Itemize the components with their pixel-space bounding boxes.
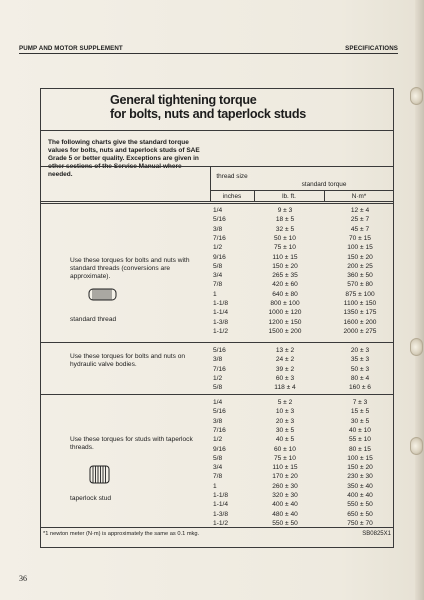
nm-cell: 12 ± 4: [350, 207, 370, 214]
thread-size-cell: 1/2: [213, 374, 223, 382]
nm-cell: 550 ± 50: [347, 501, 373, 509]
lbft-cell: 400 ± 40: [272, 501, 298, 509]
thread-size-cell: 1-1/8: [213, 300, 229, 307]
lbft-cell: 60 ± 10: [274, 445, 296, 453]
nm-cell: 20 ± 3: [350, 347, 370, 354]
lbft-cell: 75 ± 10: [274, 244, 296, 252]
lbft-cell: 320 ± 30: [272, 492, 298, 499]
lbft-cell: 170 ± 20: [272, 473, 298, 481]
nm-cell: 35 ± 3: [350, 356, 370, 364]
nm-cell: 750 ± 70: [347, 519, 373, 527]
lbft-cell: 1500 ± 200: [268, 327, 302, 335]
taperlock-stud-icon: [89, 465, 111, 485]
thread-size-cell: 1-1/4: [213, 501, 229, 509]
title-line-1: General tightening torque: [110, 93, 257, 107]
intro-text: The following charts give the standard torque values for bolts, nuts and taperlock studs of SAE Grade 5 or better quality. Exceptions are given in other sections of the Service Manual where needed.: [48, 139, 200, 178]
lbft-cell: 640 ± 80: [272, 290, 298, 298]
lbft-cell: 550 ± 50: [272, 519, 298, 527]
thread-size-cell: 1-1/2: [213, 519, 229, 527]
thread-size-cell: 1-1/2: [213, 327, 229, 335]
nm-cell: 70 ± 15: [349, 234, 371, 242]
nm-cell: 15 ± 5: [350, 408, 370, 416]
lbft-cell: 50 ± 10: [274, 234, 296, 242]
lbft-cell: 30 ± 5: [275, 426, 295, 434]
lbft-cell: 420 ± 60: [272, 281, 298, 289]
thread-size-cell: 7/8: [213, 281, 223, 289]
nm-cell: 80 ± 15: [349, 445, 371, 453]
thread-size-cell: 1/2: [213, 244, 223, 252]
thread-size-cell: 5/8: [213, 384, 223, 392]
lbft-cell: 9 ± 3: [277, 207, 293, 214]
thread-size-cell: 1: [213, 482, 217, 490]
thread-size-cell: 7/16: [213, 365, 226, 373]
thread-size-cell: 5/8: [213, 454, 223, 462]
section-description: Use these torques for studs with taperlock threads.: [70, 436, 193, 451]
running-header-right: SPECIFICATIONS: [345, 45, 398, 52]
nm-cell: 100 ± 15: [347, 244, 373, 252]
nm-cell: 50 ± 3: [350, 365, 370, 373]
lbft-cell: 150 ± 20: [272, 262, 298, 270]
nm-cell: 25 ± 7: [350, 216, 370, 224]
nm-cell: 7 ± 3: [352, 399, 368, 406]
image-label: standard thread: [70, 316, 117, 323]
thread-size-cell: 7/16: [213, 234, 226, 242]
image-label: taperlock stud: [70, 495, 112, 502]
col-header-nm: N·m*: [351, 193, 367, 200]
col-header-lbft: lb. ft.: [282, 193, 296, 200]
nm-cell: 875 ± 100: [345, 290, 375, 298]
title-box: [40, 88, 394, 131]
nm-cell: 1600 ± 200: [343, 318, 377, 326]
nm-cell: 55 ± 10: [349, 436, 371, 444]
thread-size-cell: 1-1/4: [213, 309, 229, 317]
thread-size-cell: 3/8: [213, 225, 223, 233]
thread-size-cell: 7/16: [213, 426, 226, 434]
table-rule: [40, 166, 394, 167]
section-rule: [40, 394, 394, 395]
lbft-cell: 13 ± 2: [275, 347, 295, 354]
page-number: 36: [19, 574, 27, 583]
nm-cell: 40 ± 10: [349, 426, 371, 434]
running-header-left: PUMP AND MOTOR SUPPLEMENT: [19, 45, 123, 52]
thread-size-cell: 7/8: [213, 473, 223, 481]
thread-size-cell: 5/16: [213, 216, 226, 224]
lbft-cell: 110 ± 15: [272, 464, 298, 472]
thread-size-cell: 5/16: [213, 347, 226, 354]
lbft-cell: 75 ± 10: [274, 454, 296, 462]
nm-cell: 150 ± 20: [347, 464, 373, 472]
thread-size-cell: 3/8: [213, 417, 223, 425]
lbft-cell: 1200 ± 150: [268, 318, 302, 326]
footnote: *1 newton meter (N·m) is approximately the same as 0.1 mkg.: [43, 531, 200, 537]
lbft-cell: 39 ± 2: [275, 365, 295, 373]
thread-size-cell: 1-1/8: [213, 492, 229, 499]
thread-size-cell: 1-3/8: [213, 510, 229, 518]
nm-cell: 360 ± 50: [347, 272, 373, 280]
section-description: Use these torques for bolts and nuts on hydraulic valve bodies.: [70, 353, 186, 368]
page-title: [110, 94, 306, 121]
thread-size-cell: 9/16: [213, 253, 226, 261]
thread-size-cell: 3/4: [213, 272, 223, 280]
lbft-cell: 60 ± 3: [275, 374, 295, 382]
thread-size-cell: 3/8: [213, 356, 223, 364]
nm-cell: 150 ± 20: [347, 253, 373, 261]
binder-hole: [410, 338, 423, 356]
figure-code: SB0825X1: [362, 531, 391, 537]
lbft-cell: 118 ± 4: [274, 384, 296, 392]
nm-cell: 1350 ± 175: [343, 309, 377, 317]
standard-thread-bolt-icon: [88, 286, 118, 304]
lbft-cell: 5 ± 2: [277, 399, 293, 406]
lbft-cell: 260 ± 30: [272, 482, 298, 490]
binder-hole: [410, 87, 423, 105]
nm-cell: 45 ± 7: [350, 225, 370, 233]
table-rule: [210, 190, 393, 191]
nm-cell: 2000 ± 275: [343, 327, 377, 335]
lbft-cell: 10 ± 3: [275, 408, 295, 416]
binder-hole: [410, 437, 423, 455]
lbft-cell: 1000 ± 120: [268, 309, 302, 317]
lbft-cell: 265 ± 35: [272, 272, 298, 280]
nm-cell: 650 ± 50: [347, 510, 373, 518]
thread-size-cell: 1-3/8: [213, 318, 229, 326]
nm-cell: 230 ± 30: [347, 473, 373, 481]
lbft-cell: 20 ± 3: [275, 417, 295, 425]
thread-size-cell: 3/4: [213, 464, 223, 472]
lbft-cell: 18 ± 5: [275, 216, 295, 224]
nm-cell: 160 ± 6: [349, 384, 371, 392]
lbft-cell: 800 ± 100: [270, 300, 300, 307]
lbft-cell: 40 ± 5: [275, 436, 295, 444]
thread-size-cell: 5/8: [213, 262, 223, 270]
thread-size-cell: 5/16: [213, 408, 226, 416]
nm-cell: 100 ± 15: [347, 454, 373, 462]
header-rule: [19, 53, 398, 54]
table-rule: [40, 201, 394, 202]
col-header-inches: inches: [222, 193, 242, 200]
nm-cell: 400 ± 40: [347, 492, 373, 499]
lbft-cell: 480 ± 40: [272, 510, 298, 518]
section-rule: [40, 342, 394, 343]
lbft-cell: 32 ± 5: [275, 225, 295, 233]
thread-size-cell: 1/4: [213, 207, 223, 214]
lbft-cell: 24 ± 2: [275, 356, 295, 364]
col-header-thread-size: thread size: [216, 173, 248, 180]
title-line-2: for bolts, nuts and taperlock studs: [110, 106, 306, 121]
nm-cell: 570 ± 80: [347, 281, 373, 289]
nm-cell: 1100 ± 150: [343, 300, 377, 307]
table-rule: [40, 203, 394, 204]
thread-size-cell: 1: [213, 290, 217, 298]
nm-cell: 30 ± 5: [350, 417, 370, 425]
section-description: Use these torques for bolts and nuts with standard threads (conversions are approximate).: [70, 257, 190, 280]
lbft-cell: 110 ± 15: [272, 253, 298, 261]
nm-cell: 350 ± 40: [347, 482, 373, 490]
nm-cell: 200 ± 25: [347, 262, 373, 270]
thread-size-cell: 1/4: [213, 399, 223, 406]
thread-size-cell: 9/16: [213, 445, 226, 453]
nm-cell: 80 ± 4: [350, 374, 370, 382]
thread-size-cell: 1/2: [213, 436, 223, 444]
col-header-standard-torque: standard torque: [301, 181, 347, 188]
